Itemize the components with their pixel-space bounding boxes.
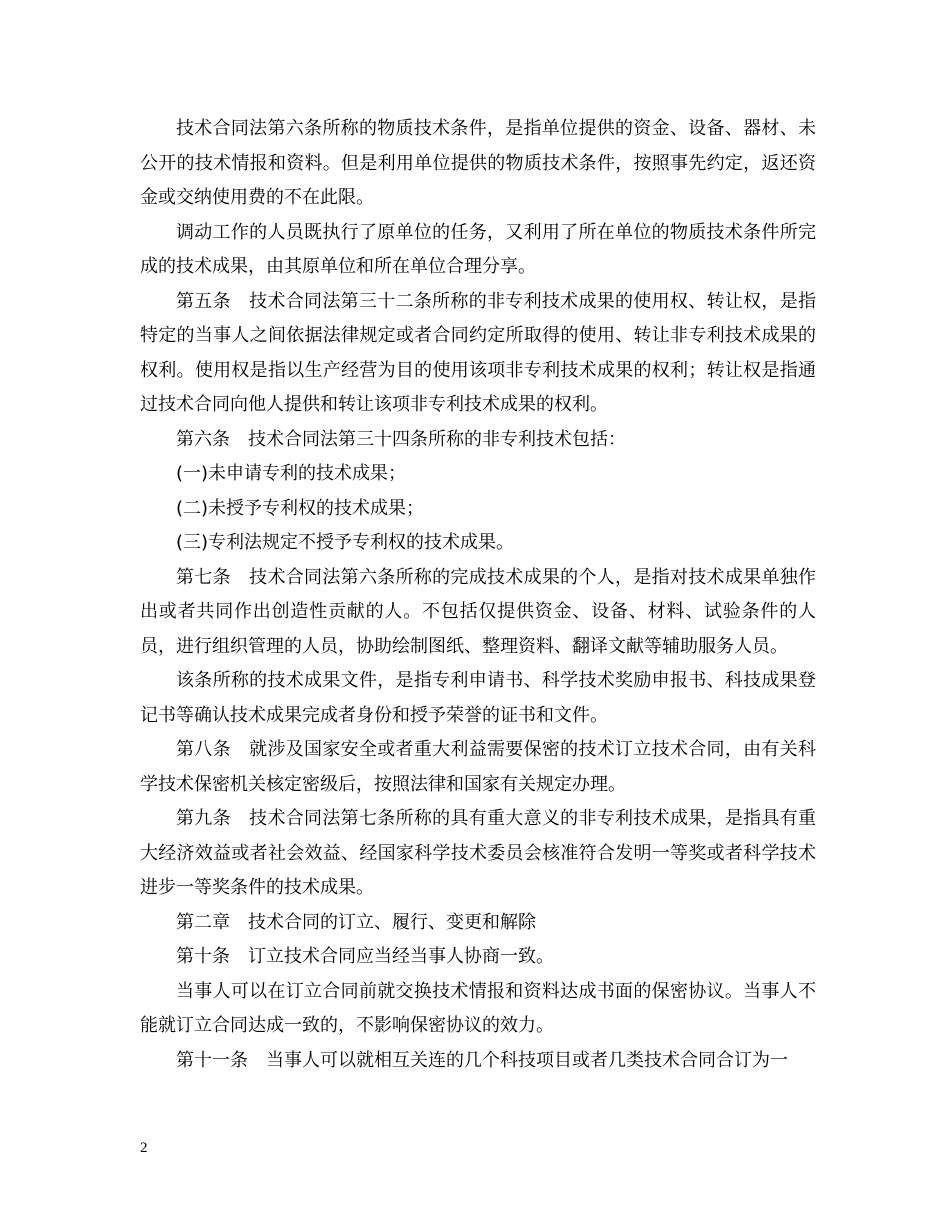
list-item: (二)未授予专利权的技术成果； (176, 497, 425, 519)
paragraph: 第十条 订立技术合同应当经当事人协商一致。 (176, 946, 554, 967)
paragraph: 第九条 技术合同法第七条所称的具有重大意义的非专利技术成果，是指具有重大经济效益或者社会效益、经国家科学技术委员会核准符合发明一等奖或者科学技术进步一等奖条件的技术成果。 (140, 808, 816, 898)
paragraph: 第五条 技术合同法第三十二条所称的非专利技术成果的使用权、转让权，是指特定的当事人之间依据法律规定或者合同约定所取得的使用、转让非专利技术成果的权利。使用权是指以生产经营为目的使用该项非专利技术成果的权利；转让权是指通过技术合同向他人提供和转让该项非专利技术成果的权利。 (140, 290, 816, 415)
paragraph: 调动工作的人员既执行了原单位的任务，又利用了所在单位的物质技术条件所完成的技术成果，由其原单位和所在单位合理分享。 (140, 221, 816, 277)
paragraph: 当事人可以在订立合同前就交换技术情报和资料达成书面的保密协议。当事人不能就订立合同达成一致的，不影响保密协议的效力。 (140, 980, 816, 1036)
list-item: (三)专利法规定不授予专利权的技术成果。 (176, 532, 515, 553)
paragraph: 第六条 技术合同法第三十四条所称的非专利技术包括： (176, 428, 626, 450)
list-item: (一)未申请专利的技术成果； (176, 463, 407, 484)
chapter-heading: 第二章 技术合同的订立、履行、变更和解除 (176, 911, 536, 933)
paragraph: 该条所称的技术成果文件，是指专利申请书、科学技术奖励申报书、科技成果登记书等确认技术成果完成者身份和授予荣誉的证书和文件。 (140, 670, 816, 726)
paragraph: 技术合同法第六条所称的物质技术条件，是指单位提供的资金、设备、器材、未公开的技术情报和资料。但是利用单位提供的物质技术条件，按照事先约定，返还资金或交纳使用费的不在此限。 (140, 118, 816, 208)
paragraph: 第十一条 当事人可以就相互关连的几个科技项目或者几类技术合同合订为一 (176, 1049, 788, 1071)
paragraph: 第七条 技术合同法第六条所称的完成技术成果的个人，是指对技术成果单独作出或者共同作出创造性贡献的人。不包括仅提供资金、设备、材料、试验条件的人员，进行组织管理的人员，协助绘制图纸、整理资料、翻译文献等辅助服务人员。 (140, 566, 816, 657)
document-body (140, 112, 816, 1078)
page-number: 2 (140, 1140, 148, 1156)
paragraph: 第八条 就涉及国家安全或者重大利益需要保密的技术订立技术合同，由有关科学技术保密机关核定密级后，按照法律和国家有关规定办理。 (140, 739, 816, 795)
